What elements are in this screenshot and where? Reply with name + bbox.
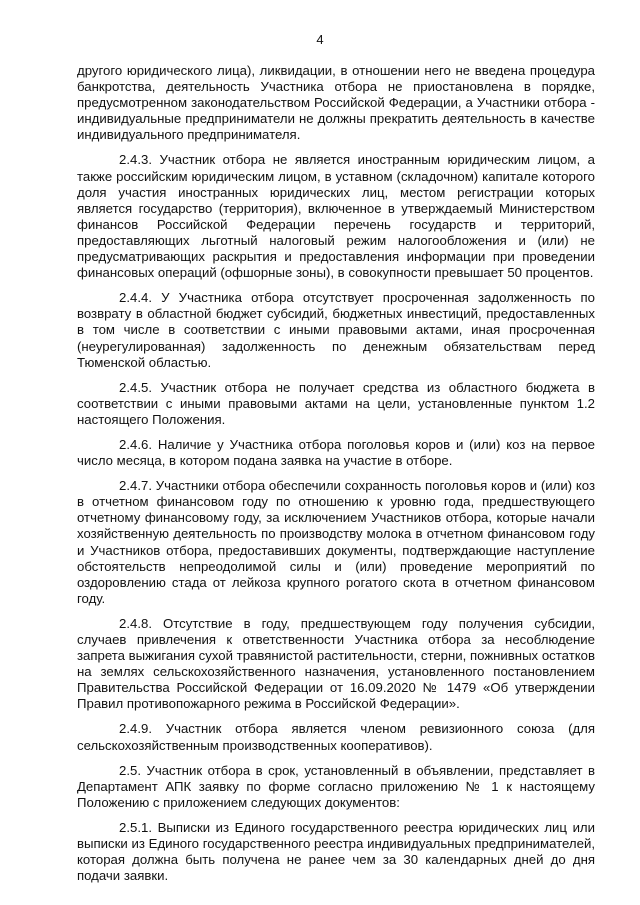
paragraph-2-4-6: 2.4.6. Наличие у Участника отбора поголовья коров и (или) коз на первое число месяца, в котором подана заявка на участие в отборе.: [77, 436, 595, 469]
paragraph-2-4-8: 2.4.8. Отсутствие в году, предшествующем году получения субсидии, случаев привлечения к ответственности Участника отбора за несоблюдение запрета выжигания сухой травянистой растительности, стерни, пожнивных остатков на землях сельскохозяйственного назначения, установленного постановлением Правительства Российской Федерации от 16.09.2020 № 1479 «Об утверждении Правил противопожарного режима в Российской Федерации».: [77, 615, 595, 712]
page-number: 4: [316, 32, 324, 47]
paragraph-2-4-7: 2.4.7. Участники отбора обеспечили сохранность поголовья коров и (или) коз в отчетном финансовом году по отношению к уровню года, предшествующего отчетному финансовому году, за исключением Участников отбора, которые начали хозяйственную деятельность по производству молока в отчетном финансовом году и Участников отбора, предоставивших документы, подтверждающие наступление обстоятельств непреодолимой силы и (или) проведение мероприятий по оздоровлению стада от лейкоза крупного рогатого скота в отчетном финансовом году.: [77, 478, 595, 606]
paragraph-2-4-5: 2.4.5. Участник отбора не получает средства из областного бюджета в соответствии с иными правовыми актами на цели, установленные пунктом 1.2 настоящего Положения.: [77, 379, 595, 427]
paragraph-2-4-9: 2.4.9. Участник отбора является членом ревизионного союза (для сельскохозяйственным производственных кооперативов).: [77, 721, 595, 753]
paragraph-2-4-3: 2.4.3. Участник отбора не является иностранным юридическим лицом, а также российским юридическим лицом, в уставном (складочном) капитале которого доля участия иностранных юридических лиц, местом регистрации которых является государство (территория), включенное в утверждаемый Министерством финансов Российской Федерации перечень государств и территорий, предоставляющих льготный налоговый режим налогообложения и (или) не предусматривающих раскрытия и предоставления информации при проведении финансовых операций (офшорные зоны), в совокупности превышает 50 процентов.: [77, 152, 595, 281]
paragraph-2-4-4: 2.4.4. У Участника отбора отсутствует просроченная задолженность по возврату в областной бюджет субсидий, бюджетных инвестиций, предоставленных в том числе в соответствии с иными правовыми актами, иная просроченная (неурегулированная) задолженность по денежным обязательствам перед Тюменской областью.: [77, 290, 595, 370]
paragraph-continuation: другого юридического лица), ликвидации, в отношении него не введена процедура банкротства, деятельность Участника отбора не приостановлена в порядке, предусмотренном законодательством Российской Федерации, а Участники отбора - индивидуальные предприниматели не должны прекратить деятельность в качестве индивидуального предпринимателя.: [77, 63, 595, 143]
paragraph-2-5-1: 2.5.1. Выписки из Единого государственного реестра юридических лиц или выписки из Единого государственного реестра индивидуальных предпринимателей, которая должна быть получена не ранее чем за 30 календарных дней до дня подачи заявки.: [77, 819, 595, 884]
document-body: [77, 63, 595, 884]
paragraph-2-5: 2.5. Участник отбора в срок, установленный в объявлении, представляет в Департамент АПК заявку по форме согласно приложению № 1 к настоящему Положению с приложением следующих документов:: [77, 762, 595, 810]
